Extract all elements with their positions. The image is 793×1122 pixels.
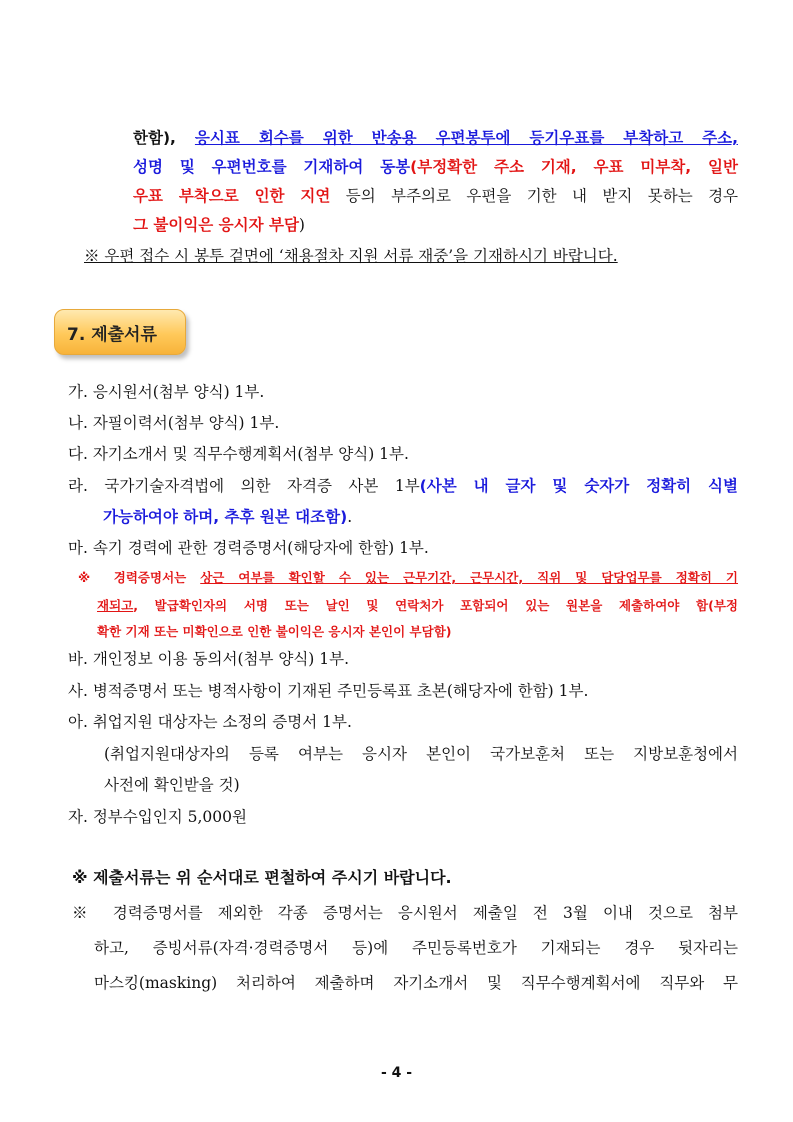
text-run-red: 우표 부착으로 인한 지연 <box>133 187 331 205</box>
page-number: - 4 - <box>380 1065 413 1081</box>
bold-notice: ※ 제출서류는 위 순서대로 편철하여 주시기 바랍니다. <box>72 868 452 887</box>
section-header <box>54 309 186 355</box>
list-item-a-sub-1: (취업지원대상자의 등록 여부는 응시자 본인이 국가보훈처 또는 지방보훈청에서 <box>104 745 738 763</box>
text-run: ) <box>298 216 305 234</box>
paragraph-line-2 <box>133 156 738 178</box>
section-title: 7. 제출서류 <box>67 325 157 345</box>
text-run: 한함), <box>133 129 195 147</box>
text-run-blue: 응시표 회수를 위한 반송용 우편봉투에 등기우표를 부착하고 주소, <box>194 129 738 147</box>
list-item-a-sub-2: 사전에 확인받을 것) <box>104 776 240 794</box>
mail-notice: ※ 우편 접수 시 봉투 겉면에 ‘채용절차 지원 서류 재중’을 기재하시기 바랍니다. <box>84 247 618 265</box>
closing-line-1: ※ 경력증명서를 제외한 각종 증명서는 응시원서 제출일 전 3월 이내 것으로 첨부 <box>72 904 738 922</box>
list-item-da: 다. 자기소개서 및 직무수행계획서(첨부 양식) 1부. <box>68 445 409 463</box>
closing-line-2: 하고, 증빙서류(자격·경력증명서 등)에 주민등록번호가 기재되는 경우 뒷자리는 <box>94 939 738 957</box>
list-item-sa: 사. 병적증명서 또는 병적사항이 기재된 주민등록표 초본(해당자에 한함) 1부. <box>68 682 589 700</box>
list-item-ja: 자. 정부수입인지 5,000원 <box>68 808 247 826</box>
text-run: 등의 부주의로 우편을 기한 내 받지 못하는 경우 <box>330 187 739 205</box>
text-run: , 발급확인자의 서명 또는 날인 및 연락처가 포함되어 있는 원본을 제출하여야 함(부정 <box>133 598 738 613</box>
red-note-line-2 <box>97 596 738 616</box>
text-run: 라. 국가기술자격법에 의한 자격증 사본 1부 <box>68 477 420 495</box>
list-item-ra-cont <box>103 506 352 528</box>
text-run-blue: 가능하여야 하며, 추후 원본 대조함) <box>103 508 348 526</box>
text-run: . <box>347 508 353 526</box>
list-item-ma: 마. 속기 경력에 관한 경력증명서(해당자에 한함) 1부. <box>68 539 429 557</box>
text-run-blue: (사본 내 글자 및 숫자가 정확히 식별 <box>419 477 738 495</box>
paragraph-line-1 <box>133 127 738 149</box>
list-item-a: 아. 취업지원 대상자는 소정의 증명서 1부. <box>68 713 352 731</box>
text-run-red: 그 불이익은 응시자 부담 <box>133 216 299 234</box>
text-run-red: (부정확한 주소 기재, 우표 미부착, 일반 <box>410 158 738 176</box>
closing-line-3: 마스킹(masking) 처리하여 제출하며 자기소개서 및 직무수행계획서에 직무와 무 <box>94 974 738 992</box>
paragraph-line-3 <box>133 185 738 207</box>
text-run-underlined: 재되고 <box>97 598 134 613</box>
text-run-blue: 성명 및 우편번호를 기재하여 동봉 <box>133 158 411 176</box>
red-note-line-1 <box>78 568 738 588</box>
list-item-na: 나. 자필이력서(첨부 양식) 1부. <box>68 414 280 432</box>
red-note-line-3: 확한 기재 또는 미확인으로 인한 불이익은 응시자 본인이 부담함) <box>97 624 452 639</box>
paragraph-line-4 <box>133 214 305 236</box>
list-item-ra <box>68 475 738 497</box>
list-item-ga: 가. 응시원서(첨부 양식) 1부. <box>68 383 265 401</box>
text-run-underlined: 상근 여부를 확인할 수 있는 근무기간, 근무시간, 직위 및 담당업무를 정확히 기 <box>200 570 738 585</box>
list-item-ba: 바. 개인정보 이용 동의서(첨부 양식) 1부. <box>68 650 350 668</box>
text-run: ※ 경력증명서는 <box>78 570 201 585</box>
